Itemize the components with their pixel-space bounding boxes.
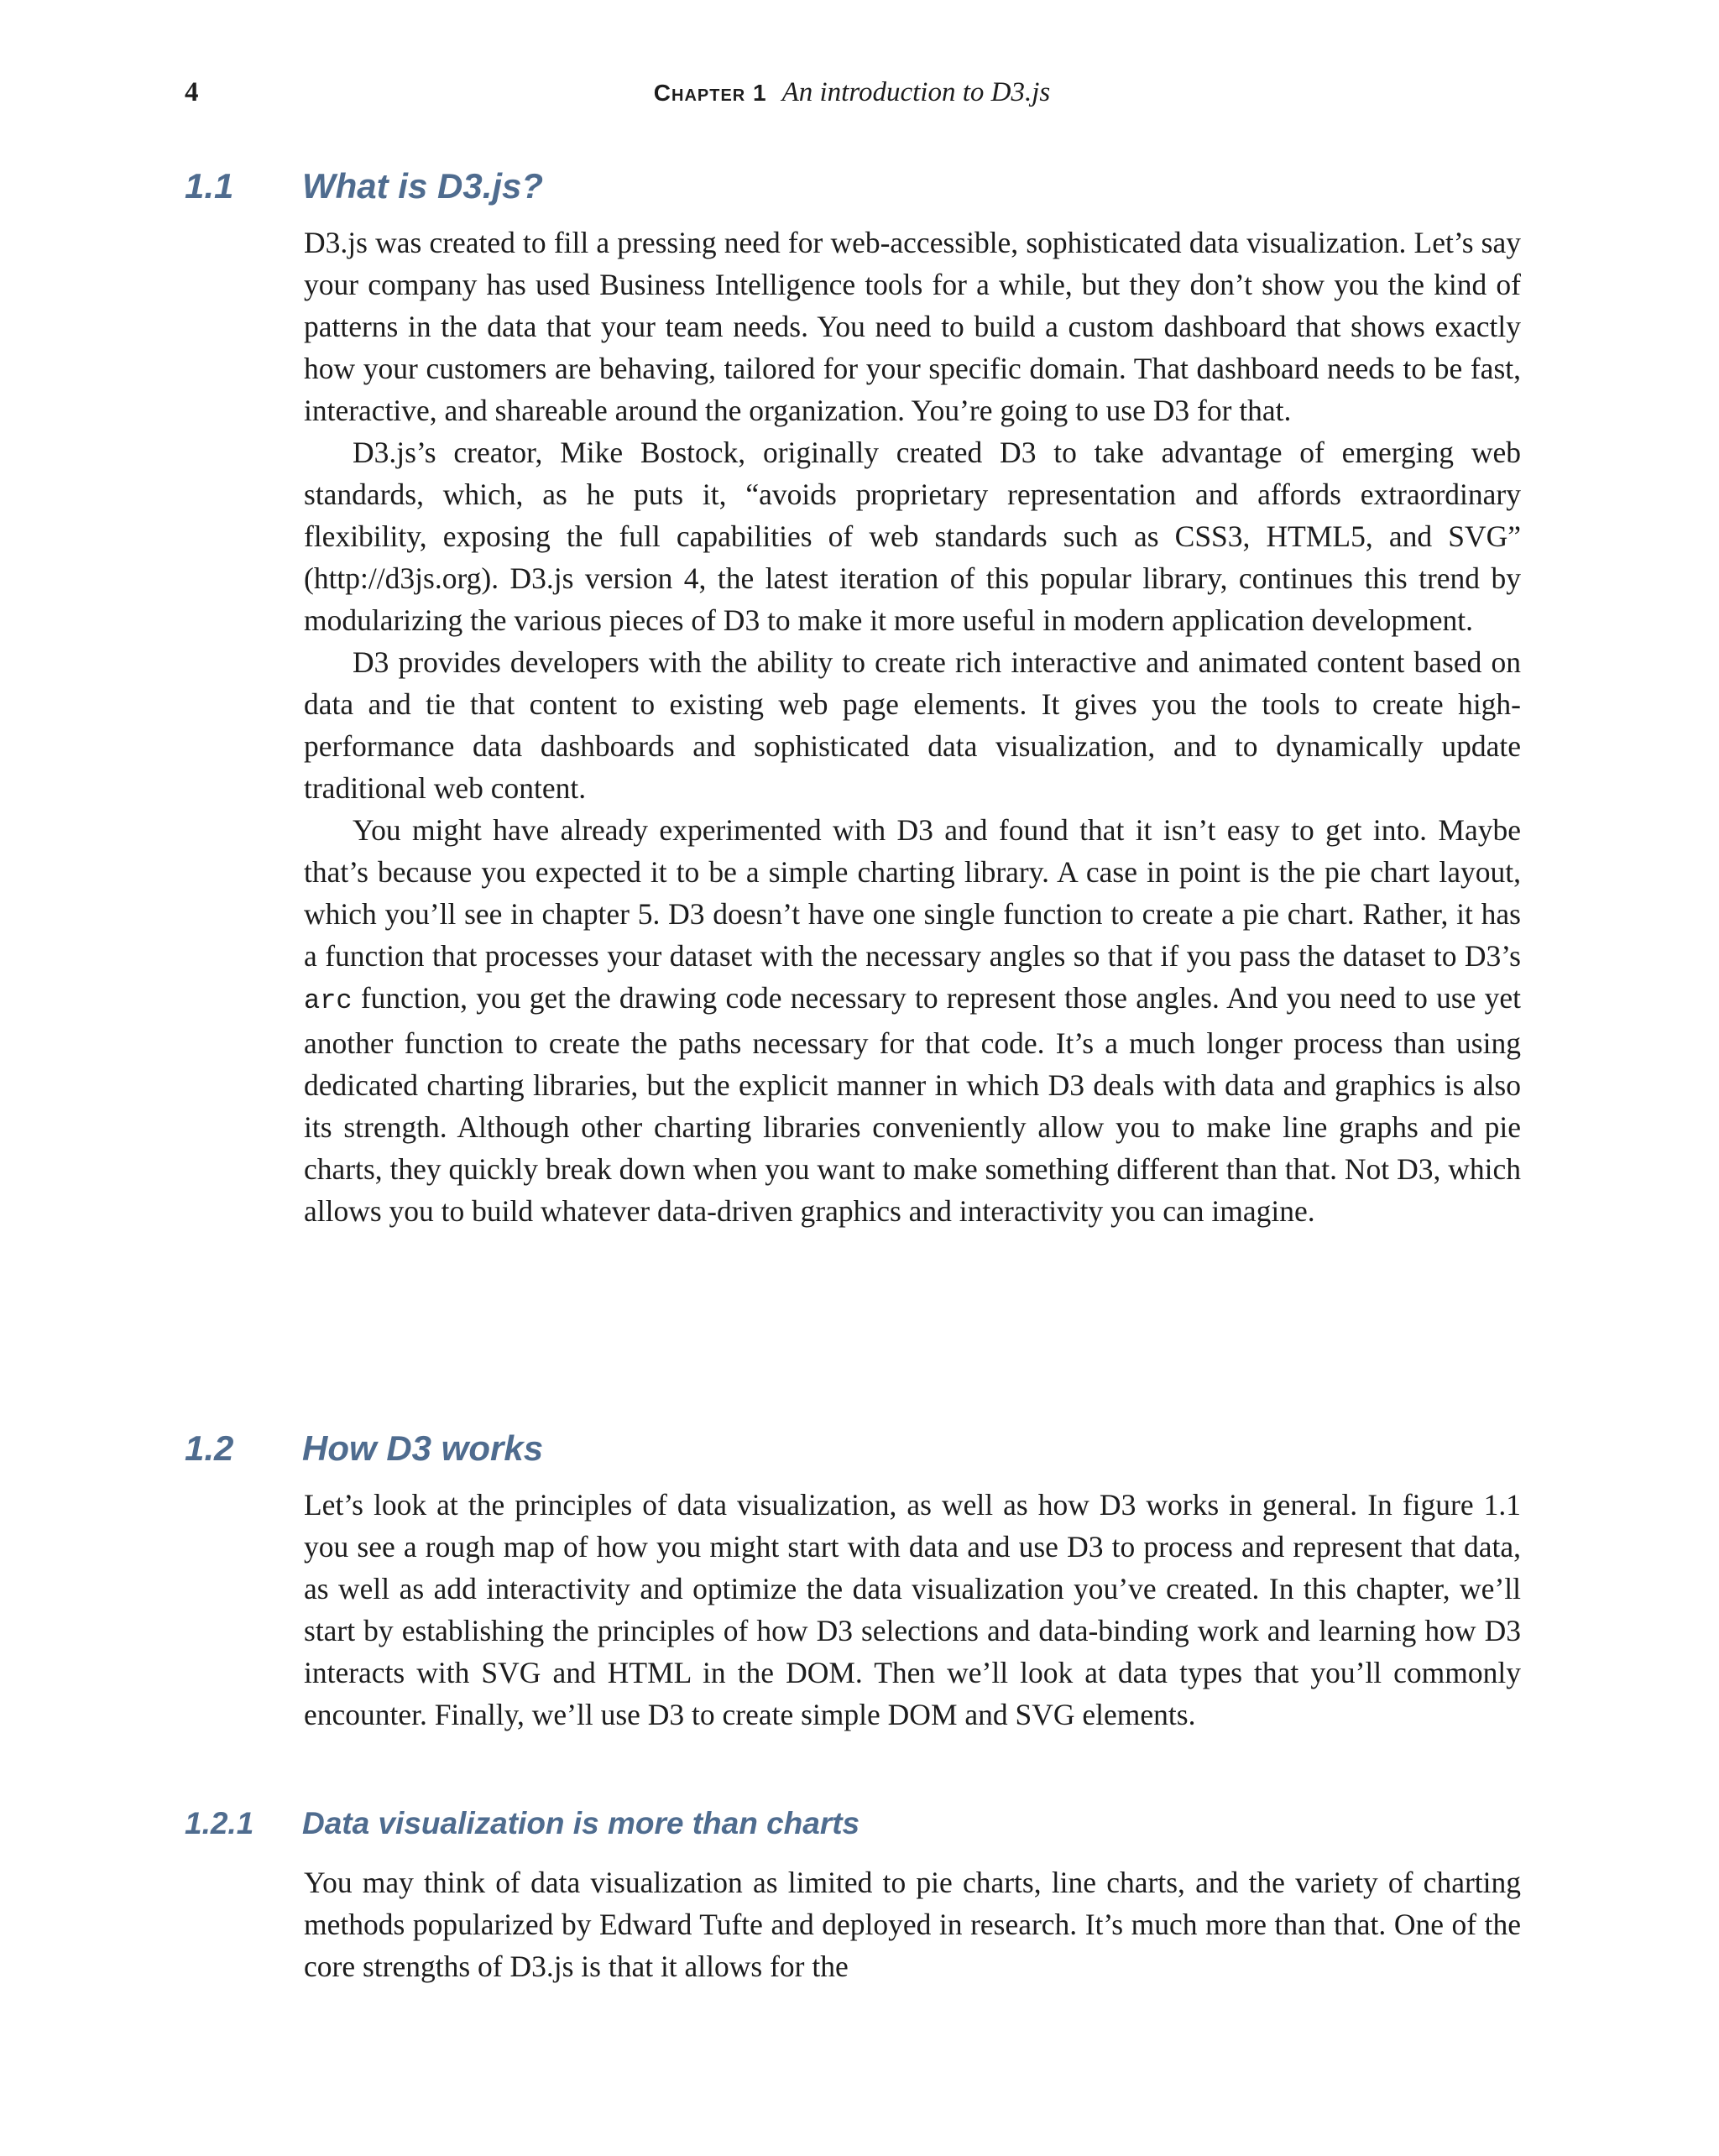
inline-code: arc — [304, 985, 353, 1016]
section-heading-1-1 — [185, 166, 543, 206]
section-1-1-body — [304, 222, 1521, 1232]
paragraph: D3 provides developers with the ability to create rich interactive and animated content based on data and tie that content to existing web page elements. It gives you the tools to create high-performance data dashboards and sophisticated data visualization, and to dynamically update traditional web content. — [304, 645, 1521, 805]
section-heading-1-2 — [185, 1428, 543, 1469]
section-title: Data visualization is more than charts — [302, 1806, 860, 1840]
section-number: 1.2.1 — [185, 1806, 254, 1840]
paragraph — [304, 809, 1521, 1232]
page-number: 4 — [185, 77, 199, 107]
paragraph: Let’s look at the principles of data visualization, as well as how D3 works in general. In figure 1.1 you see a rough map of how you might start with data and use D3 to process and represent that data, as well as add interactivity and optimize the data visualization you’ve created. In this chapter, we’ll start by establishing the principles of how D3 selections and data-binding work and learning how D3 interacts with SVG and HTML in the DOM. Then we’ll look at data types that you’ll commonly encounter. Finally, we’ll use D3 to create simple DOM and SVG elements. — [304, 1488, 1521, 1731]
section-number: 1.2 — [185, 1428, 234, 1468]
section-1-2-1-body — [304, 1861, 1521, 1987]
chapter-label: Chapter 1 — [653, 80, 767, 106]
paragraph: D3.js was created to fill a pressing need for web-accessible, sophisticated data visualization. Let’s say your company has used Business Intelligence tools for a while, but they don’t show you the kind of patterns in the data that your team needs. You need to build a custom dashboard that shows exactly how your customers are behaving, tailored for your specific domain. That dashboard needs to be fast, interactive, and shareable around the organization. You’re going to use D3 for that. — [304, 226, 1521, 427]
section-title: How D3 works — [302, 1428, 544, 1468]
section-title: What is D3.js? — [302, 166, 544, 206]
paragraph-text: You might have already experimented with D3 and found that it isn’t easy to get into. Maybe that’s because you expected it to be a simple charting library. A case in point is the pie chart layout, which you’ll see in chapter 5. D3 doesn’t have one single function to create a pie chart. Rather, it has a function that processes your dataset with the necessary angles so that if you pass the dataset to D3’s — [304, 813, 1521, 973]
paragraph-text: function, you get the drawing code necessary to represent those angles. And you need to use yet another function to create the paths necessary for that code. It’s a much longer process than using dedicated charting libraries, but the explicit manner in which D3 deals with data and graphics is also its strength. Although other charting libraries conveniently allow you to make line graphs and pie charts, they quickly break down when you want to make something different than that. Not D3, which allows you to build whatever data-driven graphics and interactivity you can imagine. — [304, 981, 1521, 1228]
running-head — [185, 77, 1519, 119]
paragraph: You may think of data visualization as limited to pie charts, line charts, and the variety of charting methods popularized by Edward Tufte and deployed in research. It’s much more than that. One of the core strengths of D3.js is that it allows for the — [304, 1866, 1521, 1983]
section-heading-1-2-1 — [185, 1806, 860, 1841]
paragraph: D3.js’s creator, Mike Bostock, originally created D3 to take advantage of emerging web standards, which, as he puts it, “avoids proprietary representation and affords extraordinary flexibility, exposing the full capabilities of web standards such as CSS3, HTML5, and SVG” (http://d3js.org). D3.js version 4, the latest iteration of this popular library, continues this trend by modularizing the various pieces of D3 to make it more useful in modern application development. — [304, 436, 1521, 637]
section-1-2-body — [304, 1484, 1521, 1736]
chapter-title: An introduction to D3.js — [781, 77, 1051, 107]
section-number: 1.1 — [185, 166, 234, 206]
chapter-heading — [185, 77, 1519, 108]
